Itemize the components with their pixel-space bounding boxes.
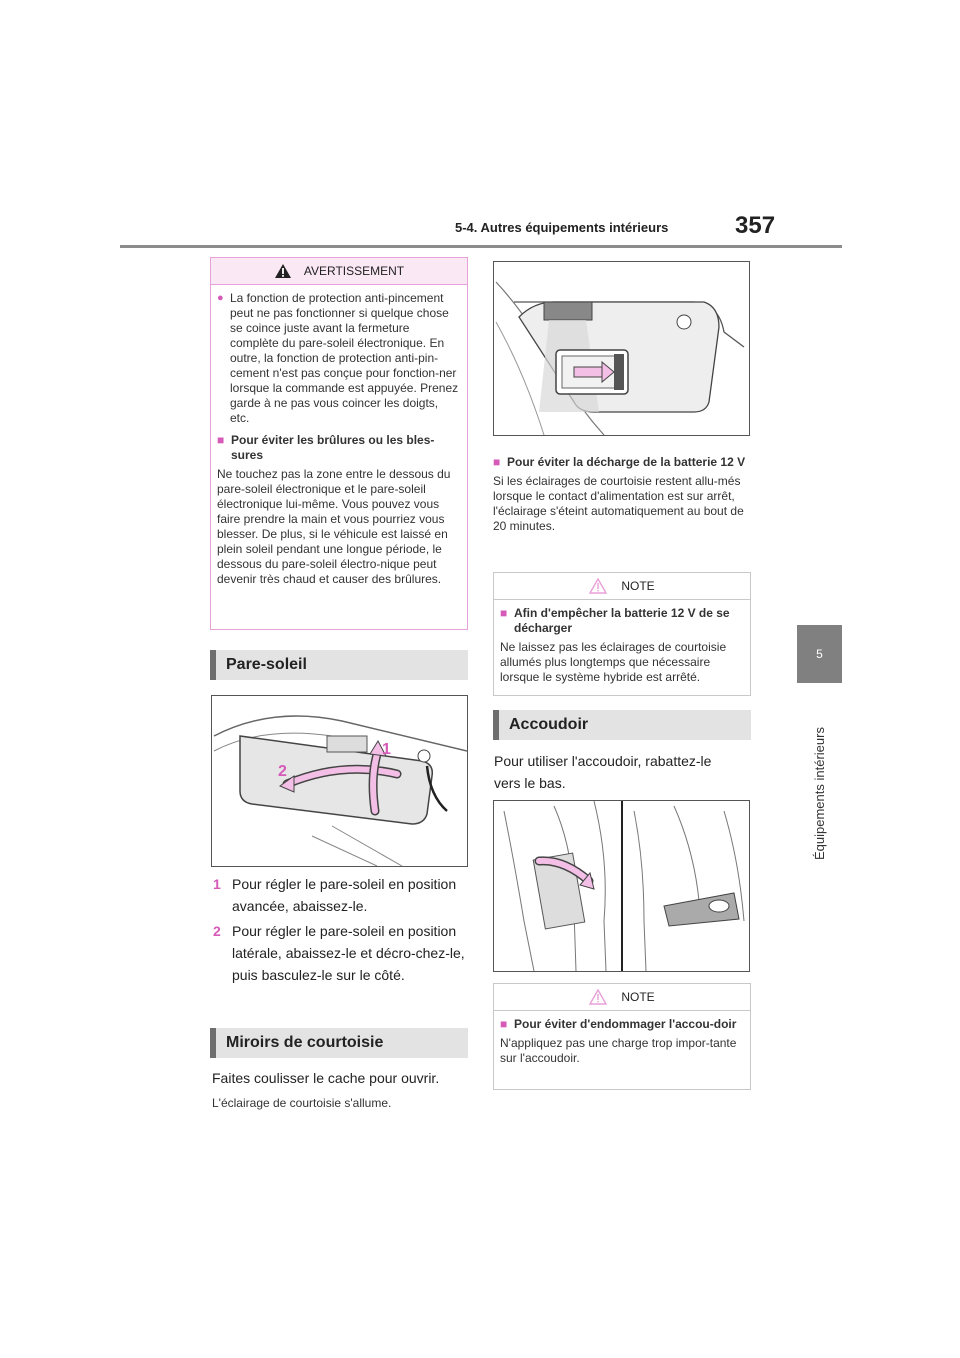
warning-subhead xyxy=(217,433,459,463)
square-bullet-icon: ■ xyxy=(217,433,225,447)
warning-title: AVERTISSEMENT xyxy=(303,264,405,278)
battery-body: Si les éclairages de courtoisie restent allu-més lorsque le contact d'alimentation est sur arrêt, l'éclairage s'éteint automatiquement au bout de 20 minutes. xyxy=(493,474,744,533)
figure-label-1: 1 xyxy=(382,741,391,758)
armrest-illustration xyxy=(494,801,749,971)
figure-label-2: 2 xyxy=(278,763,287,780)
step-text: Pour régler le pare-soleil en position avancée, abaissez-le. xyxy=(232,876,457,914)
square-bullet-icon: ■ xyxy=(493,455,501,469)
step-number: 1 xyxy=(213,876,221,892)
note-title: NOTE xyxy=(621,579,655,593)
warning-subhead-text: Pour éviter les brûlures ou les bles-sures xyxy=(231,433,435,462)
step-number: 2 xyxy=(213,923,221,939)
note-body: N'appliquez pas une charge trop impor-tante sur l'accoudoir. xyxy=(500,1036,737,1065)
square-bullet-icon: ■ xyxy=(500,1017,508,1031)
section-header-miroirs: Miroirs de courtoisie xyxy=(210,1028,468,1058)
mirror-subtext: L'éclairage de courtoisie s'allume. xyxy=(212,1096,392,1110)
warning-bullet-text: La fonction de protection anti-pincement peut ne pas fonctionner si quelque chose se coince juste avant la fermeture complète du pare-soleil électronique. En outre, la fonction de protection anti-pin-cement n'est pas conçue pour fonction-ner lorsque la commande est appuyée. Prenez garde à ne pas vous coincer les doigts, etc. xyxy=(230,291,459,425)
section-title: 5-4. Autres équipements intérieurs xyxy=(455,220,669,235)
page-number: 357 xyxy=(735,212,776,239)
note-header xyxy=(494,984,750,1011)
header-rule xyxy=(120,245,842,248)
warning-box xyxy=(210,257,468,630)
sun-visor-figure xyxy=(211,695,468,867)
mirror-instruction: Faites coulisser le cache pour ouvrir. xyxy=(212,1070,440,1086)
warning-header xyxy=(211,258,467,285)
note-subhead xyxy=(500,1017,742,1032)
note-subhead-text: Afin d'empêcher la batterie 12 V de se décharger xyxy=(514,606,730,635)
battery-subhead-text: Pour éviter la décharge de la batterie 12 V xyxy=(507,455,746,469)
note-box-armrest xyxy=(493,983,751,1090)
note-header xyxy=(494,573,750,600)
bullet-icon: ● xyxy=(217,292,224,304)
step-1 xyxy=(213,873,473,917)
sun-visor-illustration xyxy=(212,696,467,866)
section-header-accoudoir: Accoudoir xyxy=(493,710,751,740)
note-subhead xyxy=(500,606,742,636)
step-2 xyxy=(213,920,473,986)
note-box-battery xyxy=(493,572,751,696)
battery-subhead xyxy=(493,455,751,470)
section-header-pare-soleil: Pare-soleil xyxy=(210,650,468,680)
chapter-label: Équipements intérieurs xyxy=(812,727,827,860)
caution-icon xyxy=(589,578,607,594)
caution-icon xyxy=(589,989,607,1005)
warning-body: Ne touchez pas la zone entre le dessous du pare-soleil électronique et le pare-soleil électronique lui-même. Vous pouvez vous faire prendre la main et vous pourriez vous blesser. De plus, si le véhicule est laissé en plein soleil pendant une longue période, le dessous du pare-soleil électro-nique peut devenir très chaud et causer des brûlures. xyxy=(217,467,451,586)
sun-visor-steps xyxy=(213,873,473,989)
armrest-instruction: Pour utiliser l'accoudoir, rabattez-le vers le bas. xyxy=(494,753,712,791)
vanity-mirror-figure xyxy=(493,261,750,436)
warning-icon xyxy=(274,263,292,279)
note-subhead-text: Pour éviter d'endommager l'accou-doir xyxy=(514,1017,737,1031)
note-title: NOTE xyxy=(621,990,655,1004)
battery-note xyxy=(493,455,751,534)
chapter-tab: 5 xyxy=(797,625,842,683)
armrest-figure xyxy=(493,800,750,972)
note-body: Ne laissez pas les éclairages de courtoisie allumés plus longtemps que nécessaire lorsque le système hybride est arrêté. xyxy=(500,640,727,684)
square-bullet-icon: ■ xyxy=(500,606,508,620)
warning-bullet xyxy=(217,291,459,426)
vanity-mirror-illustration xyxy=(494,262,749,435)
step-text: Pour régler le pare-soleil en position latérale, abaissez-le et décro-chez-le, puis basculez-le sur le côté. xyxy=(232,923,465,983)
